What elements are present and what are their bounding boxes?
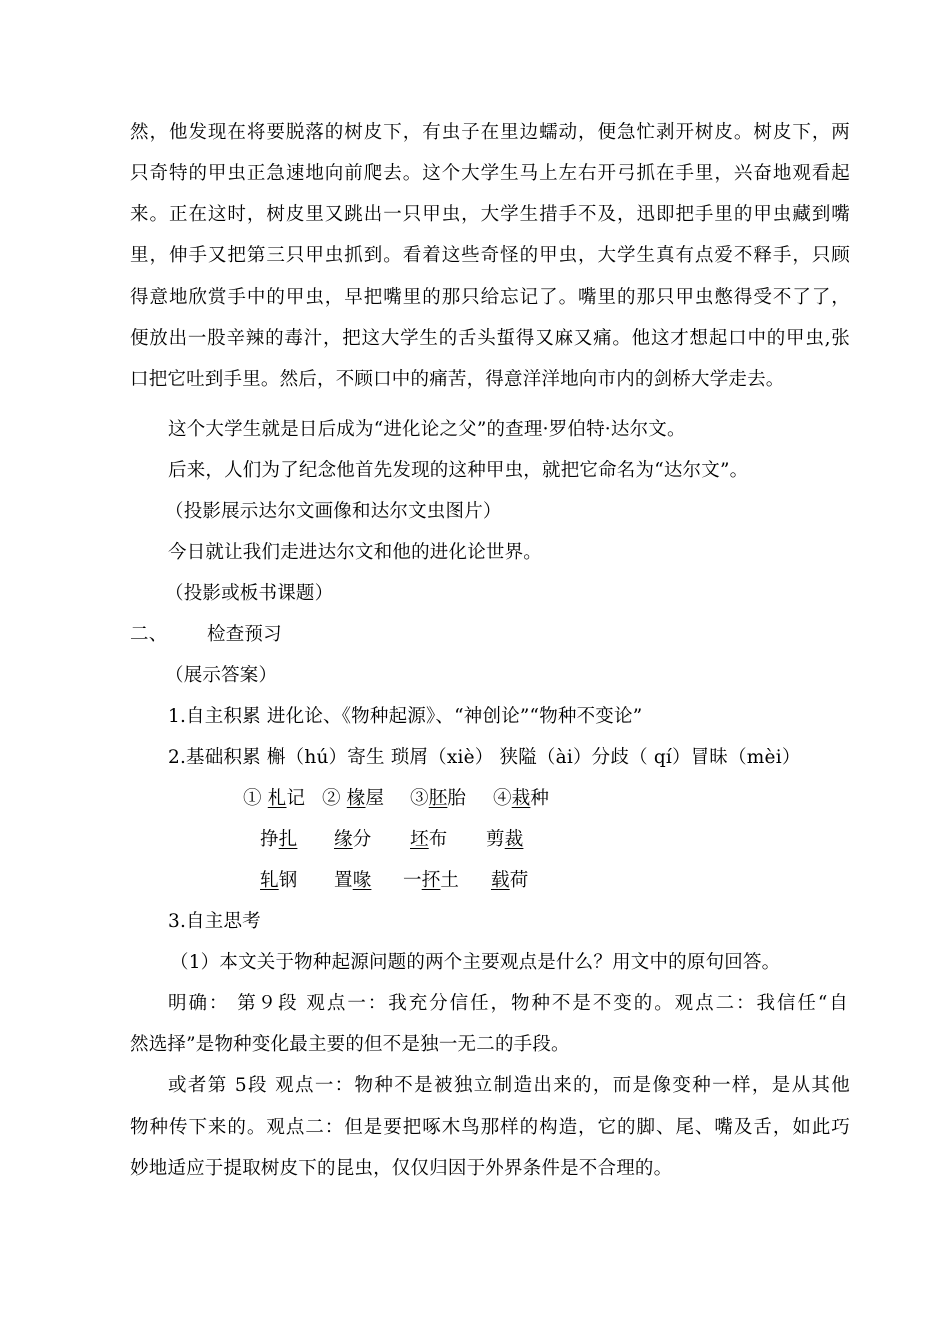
paragraph-line: 只奇特的甲虫正急速地向前爬去。这个大学生马上左右开弓抓在手里，兴奋地观看起 [130, 163, 850, 184]
word-3-4: 载荷 [491, 870, 529, 891]
section-number: 二、 [130, 624, 168, 645]
underlined-char: 轧 [260, 870, 279, 891]
word-group-4: ④栽种 [493, 788, 550, 809]
answer-a-line: 然选择”是物种变化最主要的但不是独一无二的手段。 [130, 1034, 570, 1055]
show-answers-note: （展示答案） [165, 665, 278, 686]
underlined-char: 札 [267, 788, 287, 809]
underlined-char: 扎 [278, 829, 298, 850]
word-2-3: 坯布 [410, 829, 448, 850]
naming-line: 后来，人们为了纪念他首先发现的这种甲虫，就把它命名为“达尔文”。 [168, 460, 749, 481]
underlined-char: 缘 [334, 829, 353, 850]
paragraph-line: 里，伸手又把第三只甲虫抓到。看着这些奇怪的甲虫，大学生真有点爱不释手，只顾 [130, 245, 850, 266]
word-group-3: ③胚胎 [410, 788, 467, 809]
item-2: 2.基础积累 槲（hú）寄生 琐屑（xiè） 狭隘（ài）分歧（ qí）冒昧（mèi） [168, 747, 801, 768]
word-group-2: ② 椽屋 [322, 788, 385, 809]
word-2-2: 缘分 [334, 829, 372, 850]
today-line: 今日就让我们走进达尔文和他的进化论世界。 [168, 542, 543, 563]
word-3-3: 一抔土 [403, 870, 460, 891]
word-2-4: 剪裁 [486, 829, 524, 850]
word-group-1: ① 札记 [243, 788, 306, 809]
underlined-char: 载 [491, 870, 510, 891]
word-3-1: 轧钢 [260, 870, 298, 891]
answer-b-line: 或者第 5段 观点一：物种不是被独立制造出来的，而是像变种一样，是从其他 [168, 1075, 850, 1096]
word-3-2: 置喙 [334, 870, 372, 891]
paragraph-line: 来。正在这时，树皮里又跳出一只甲虫，大学生措手不及，迅即把手里的甲虫藏到嘴 [130, 204, 850, 225]
paragraph-line: 然，他发现在将要脱落的树皮下，有虫子在里边蠕动，便急忙剥开树皮。树皮下，两 [130, 122, 850, 143]
underlined-char: 坯 [410, 829, 429, 850]
darwin-line: 这个大学生就是日后成为“进化论之父”的查理·罗伯特·达尔文。 [168, 419, 686, 440]
paragraph-line: 口把它吐到手里。然后，不顾口中的痛苦，得意洋洋地向市内的剑桥大学走去。 [130, 369, 785, 390]
projection-note: （投影展示达尔文画像和达尔文虫图片） [165, 501, 502, 522]
answer-b-line: 妙地适应于提取树皮下的昆虫，仅仅归因于外界条件是不合理的。 [130, 1158, 673, 1179]
board-note: （投影或板书课题） [165, 583, 334, 604]
item-1: 1.自主积累 进化论、《物种起源》、“神创论”“物种不变论” [168, 706, 643, 727]
underlined-char: 椽 [346, 788, 366, 809]
section-title: 检查预习 [207, 624, 282, 645]
underlined-char: 栽 [511, 788, 531, 809]
answer-a-line: 明确： 第９段 观点一：我充分信任，物种不是不变的。观点二：我信任“自 [168, 993, 848, 1014]
item-3: 3.自主思考 [168, 911, 261, 932]
answer-b-line: 物种传下来的。观点二：但是要把啄木鸟那样的构造，它的脚、尾、嘴及舌，如此巧 [130, 1117, 850, 1138]
paragraph-line: 得意地欣赏手中的甲虫，早把嘴里的那只给忘记了。嘴里的那只甲虫憋得受不了了， [130, 287, 850, 308]
question-1: （1）本文关于物种起源问题的两个主要观点是什么？用文中的原句回答。 [170, 952, 781, 973]
paragraph-line: 便放出一股辛辣的毒汁，把这大学生的舌头蜇得又麻又痛。他这才想起口中的甲虫,张 [130, 328, 850, 349]
underlined-char: 胚 [428, 788, 448, 809]
word-2-1: 挣扎 [260, 829, 298, 850]
underlined-char: 喙 [352, 870, 372, 891]
underlined-char: 抔 [421, 870, 441, 891]
underlined-char: 裁 [504, 829, 524, 850]
